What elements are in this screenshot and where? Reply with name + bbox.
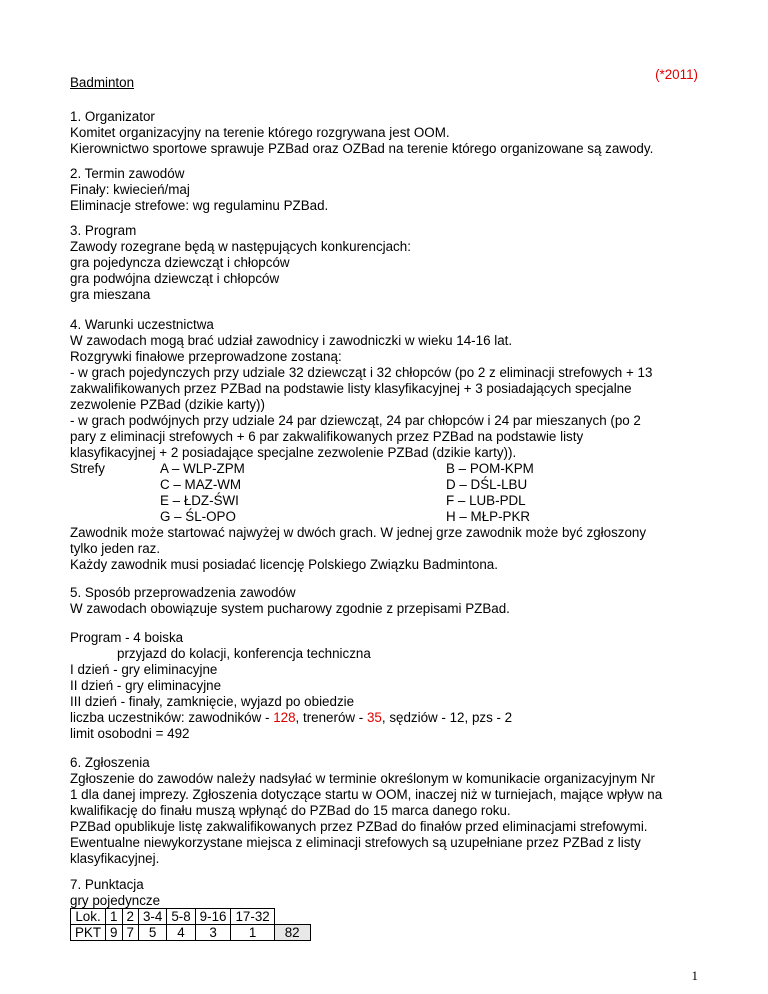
section-6-text: Ewentualne niewykorzystane miejsca z eliminacji strefowych są uzupełniane przez PZBad z listy <box>70 835 641 850</box>
table-cell-empty <box>274 909 310 925</box>
strefa-item: G – ŚL-OPO <box>160 509 236 524</box>
section-5-text: W zawodach obowiązuje system pucharowy zgodnie z przepisami PZBad. <box>70 601 510 616</box>
table-cell: PKT <box>71 925 106 941</box>
section-2-text: Finały: kwiecień/maj <box>70 182 190 197</box>
table-cell: 9-16 <box>195 909 231 925</box>
strefa-item: B – POM-KPM <box>446 461 534 476</box>
section-1-text: Komitet organizacyjny na terenie którego rozgrywana jest OOM. <box>70 125 450 140</box>
program-text: przyjazd do kolacji, konferencja techniczna <box>117 646 371 661</box>
strefa-item: H – MŁP-PKR <box>446 509 531 524</box>
section-4-text: tylko jeden raz. <box>70 541 161 556</box>
table-cell: 4 <box>167 925 195 941</box>
section-4-heading: 4. Warunki uczestnictwa <box>70 317 214 332</box>
program-text: II dzień - gry eliminacyjne <box>70 678 222 693</box>
section-4-text: W zawodach mogą brać udział zawodnicy i zawodniczki w wieku 14-16 lat. <box>70 333 513 348</box>
strefy-label: Strefy <box>70 461 105 476</box>
section-3-heading: 3. Program <box>70 223 137 238</box>
section-3-text: gra pojedyncza dziewcząt i chłopców <box>70 255 290 270</box>
table-cell: 3-4 <box>138 909 166 925</box>
table-cell: 5-8 <box>167 909 195 925</box>
strefa-item: A – WLP-ZPM <box>160 461 245 476</box>
year-tag: (*2011) <box>655 67 698 82</box>
section-3-text: gra mieszana <box>70 287 151 302</box>
section-4-text: - w grach podwójnych przy udziale 24 par dziewcząt, 24 par chłopców i 24 par mieszanych (po 2 <box>70 413 641 428</box>
points-total: 82 <box>274 925 310 941</box>
program-text: III dzień - finały, zamknięcie, wyjazd po obiedzie <box>70 694 355 709</box>
section-6-text: 1 dla danej imprezy. Zgłoszenia dotyczące startu w OOM, inaczej niż w turniejach, mające wpływ na <box>70 787 663 802</box>
section-6-text: kwalifikację do finału muszą wpłynąć do PZBad do 15 marca danego roku. <box>70 803 511 818</box>
section-4-text: zezwolenie PZBad (dzikie karty)) <box>70 397 265 412</box>
section-2-text: Eliminacje strefowe: wg regulaminu PZBad. <box>70 198 329 213</box>
section-4-text: Zawodnik może startować najwyżej w dwóch grach. W jednej grze zawodnik może być zgłoszony <box>70 525 647 540</box>
table-cell: 1 <box>231 925 274 941</box>
section-7-sub: gry pojedyncze <box>70 893 161 908</box>
section-4-text: - w grach pojedynczych przy udziale 32 dziewcząt i 32 chłopców (po 2 z eliminacji strefowych + 13 <box>70 365 653 380</box>
points-table <box>70 908 311 941</box>
section-3-text: gra podwójna dziewcząt i chłopców <box>70 271 280 286</box>
participants-label: liczba uczestników: zawodników - <box>70 710 274 725</box>
section-1-text: Kierownictwo sportowe sprawuje PZBad oraz OZBad na terenie którego organizowane są zawody. <box>70 141 654 156</box>
limit-line: limit osobodni = 492 <box>70 726 190 741</box>
participants-rest: , sędziów - 12, pzs - 2 <box>381 710 513 725</box>
strefa-item: C – MAZ-WM <box>160 477 242 492</box>
section-6-heading: 6. Zgłoszenia <box>70 755 150 770</box>
table-cell: 9 <box>106 925 122 941</box>
section-2-heading: 2. Termin zawodów <box>70 166 185 181</box>
section-4-text: Rozgrywki finałowe przeprowadzone zostaną: <box>70 349 342 364</box>
section-6-text: klasyfikacyjnej. <box>70 851 160 866</box>
page-number: 1 <box>691 968 698 983</box>
section-4-text: pary z eliminacji strefowych + 6 par zakwalifikowanych przez PZBad na podstawie listy <box>70 429 584 444</box>
section-4-text: zakwalifikowanych przez PZBad na podstawie listy klasyfikacyjnej + 3 posiadających specjalne <box>70 381 632 396</box>
section-6-text: PZBad opublikuje listę zakwalifikowanych przez PZBad do finałów przed eliminacjami strefowymi. <box>70 819 648 834</box>
table-cell: 3 <box>195 925 231 941</box>
section-3-text: Zawody rozegrane będą w następujących konkurencjach: <box>70 239 411 254</box>
section-6-text: Zgłoszenie do zawodów należy nadsyłać w terminie określonym w komunikacie organizacyjnym Nr <box>70 771 655 786</box>
document-title: Badminton <box>70 75 135 90</box>
table-cell: Lok. <box>71 909 106 925</box>
program-text: I dzień - gry eliminacyjne <box>70 662 218 677</box>
program-heading: Program - 4 boiska <box>70 630 184 645</box>
section-4-text: Każdy zawodnik musi posiadać licencję Polskiego Związku Badmintona. <box>70 557 498 572</box>
trenerow-label: , trenerów - <box>295 710 367 725</box>
table-cell: 17-32 <box>231 909 274 925</box>
table-row <box>71 925 311 941</box>
participants-line <box>70 710 512 726</box>
section-1-heading: 1. Organizator <box>70 109 155 124</box>
section-7-heading: 7. Punktacja <box>70 877 144 892</box>
trenerow-count: 35 <box>366 710 382 725</box>
zawodnikow-count: 128 <box>273 710 296 725</box>
strefa-item: F – LUB-PDL <box>446 493 526 508</box>
strefa-item: D – DŚL-LBU <box>446 477 528 492</box>
section-5-heading: 5. Sposób przeprowadzenia zawodów <box>70 585 296 600</box>
table-cell: 1 <box>106 909 122 925</box>
table-cell: 2 <box>122 909 138 925</box>
section-4-text: klasyfikacyjnej + 2 posiadające specjalne zezwolenie PZBad (dzikie karty)). <box>70 445 517 460</box>
strefa-item: E – ŁDZ-ŚWI <box>160 493 239 508</box>
table-row <box>71 909 311 925</box>
table-cell: 5 <box>138 925 166 941</box>
table-cell: 7 <box>122 925 138 941</box>
